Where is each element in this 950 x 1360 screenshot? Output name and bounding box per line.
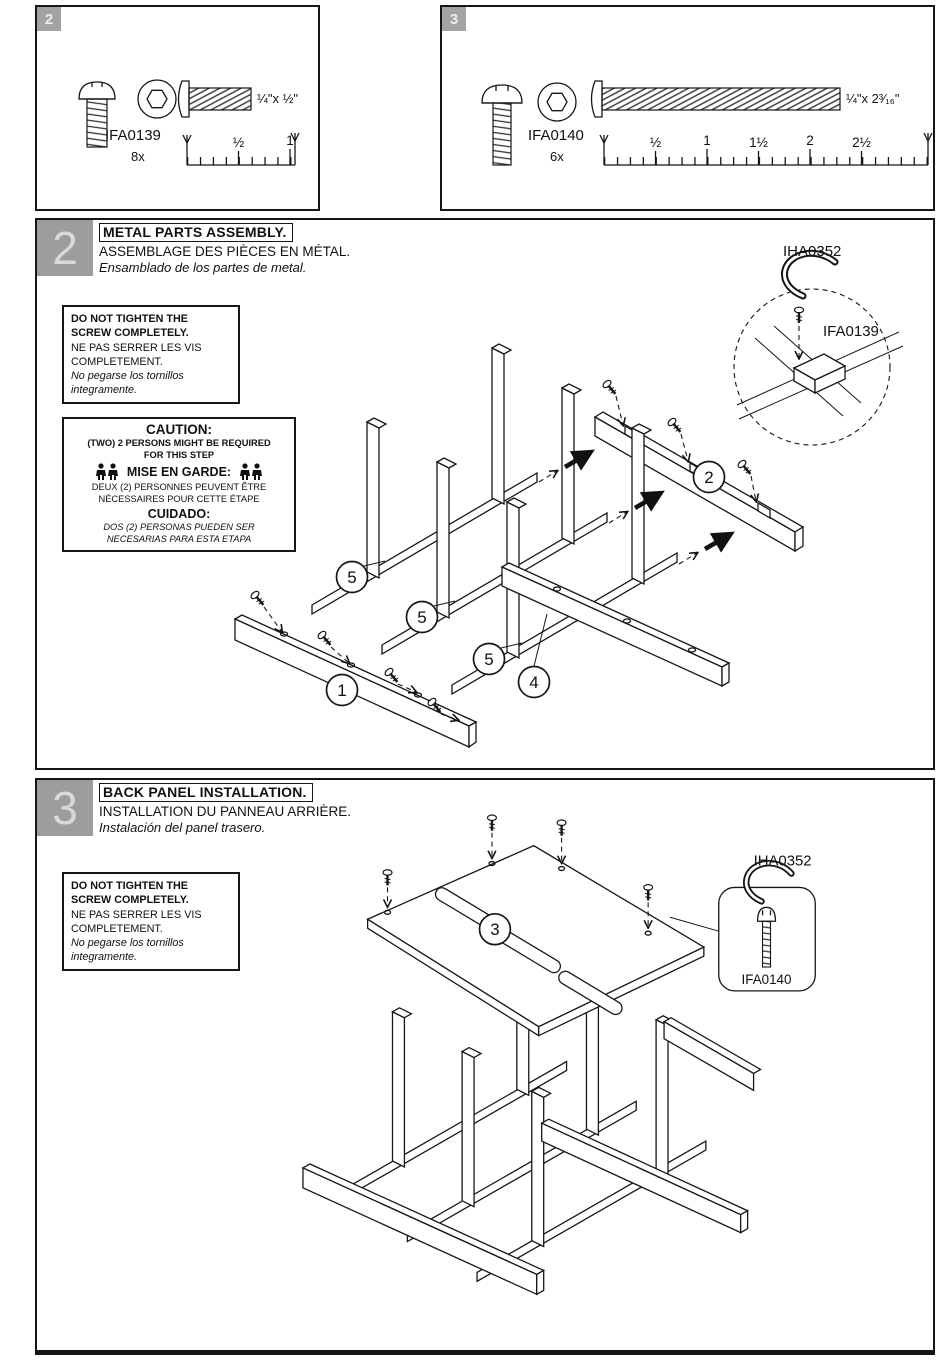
ruler-tick-label: 2½ (852, 135, 871, 150)
quantity: 8x (131, 149, 145, 164)
ruler (600, 133, 932, 165)
caution-line: DOS (2) PERSONAS PUEDEN SER (103, 522, 255, 533)
quantity: 6x (550, 149, 564, 164)
part-number: IFA0140 (528, 127, 584, 144)
hardware-box-ifa0140-drawing (442, 7, 933, 209)
step2-titles (99, 223, 350, 275)
warning-line: No pegarse los tornillos (71, 370, 184, 382)
caution-title-es: CUIDADO: (147, 507, 211, 522)
warning-line: NE PAS SERRER LES VIS (71, 908, 202, 921)
hardware-box-number: 2 (37, 7, 61, 31)
caution-line: DEUX (2) PERSONNES PEUVENT ÊTRE (91, 482, 267, 493)
callout-3 (480, 914, 511, 945)
ruler-tick-label: 1½ (749, 135, 768, 150)
ruler (183, 133, 299, 165)
warning-line: COMPLETEMENT. (71, 355, 163, 368)
svg-text:4: 4 (529, 673, 539, 692)
screw-head-top-icon (138, 80, 176, 118)
caution-line: (TWO) 2 PERSONS MIGHT BE REQUIRED (87, 438, 271, 448)
hardware-box-ifa0139 (35, 5, 320, 211)
svg-text:5: 5 (417, 608, 427, 627)
warning-line: SCREW COMPLETELY. (71, 894, 189, 907)
step3-diagram (37, 780, 933, 1350)
screw-head-top-icon (538, 83, 576, 121)
two-persons-icon (94, 463, 120, 480)
step2-panel (35, 218, 935, 770)
caution-title-fr: MISE EN GARDE: (126, 464, 232, 479)
hardware-box-ifa0139-drawing (37, 7, 318, 209)
screw-icon (250, 590, 267, 608)
screw-icon (487, 815, 496, 831)
tool-label: IHA0352 (753, 852, 812, 870)
do-not-tighten-warning (62, 872, 240, 971)
ruler-tick-label: ½ (232, 135, 245, 150)
callout-5c (474, 644, 505, 675)
step2-number: 2 (37, 220, 93, 276)
callout-2 (694, 462, 725, 493)
ruler-tick-label: 1 (286, 133, 294, 148)
step2-title-fr: ASSEMBLAGE DES PIÈCES EN MÉTAL. (99, 244, 351, 259)
two-person-caution (62, 417, 296, 552)
svg-text:3: 3 (490, 920, 500, 940)
step3-title-es: Instalación del panel trasero. (99, 820, 266, 835)
warning-line: DO NOT TIGHTEN THE (71, 313, 188, 325)
callout-5a (337, 562, 368, 593)
detail-zoom-circle (734, 289, 903, 445)
caution-line: NECESARIAS PARA ESTA ETAPA (106, 534, 252, 545)
warning-line: No pegarse los tornillos (71, 937, 184, 949)
ruler-tick-label: ½ (649, 135, 662, 150)
warning-line: NE PAS SERRER LES VIS (71, 341, 202, 354)
bottom-rails (303, 1119, 748, 1294)
callout-1 (327, 675, 358, 706)
screw-size-label: ¼"x ½" (257, 91, 299, 106)
svg-text:1: 1 (337, 681, 347, 700)
step2-title-es: Ensamblado de los partes de metal. (99, 260, 307, 275)
screw-icon (602, 379, 619, 397)
ruler-tick-label: 1 (703, 133, 711, 148)
screw-icon (795, 307, 804, 323)
svg-text:2: 2 (704, 468, 714, 487)
screw-icon (383, 870, 392, 886)
screw-profile-icon (592, 81, 841, 117)
screw-size-label: ¼"x 2³⁄₁₆" (846, 91, 900, 106)
svg-text:5: 5 (347, 568, 357, 587)
part-number: IFA0139 (105, 127, 161, 144)
svg-text:5: 5 (484, 650, 494, 669)
callout-5b (407, 602, 438, 633)
step3-title-fr: INSTALLATION DU PANNEAU ARRIÈRE. (99, 804, 352, 819)
step3-panel (35, 778, 935, 1355)
caution-title-en: CAUTION: (146, 422, 212, 437)
callout-4 (519, 667, 550, 698)
hardware-box-ifa0140 (440, 5, 935, 211)
screw-icon (644, 885, 653, 901)
two-persons-icon (238, 463, 264, 480)
hardware-box-number: 3 (442, 7, 466, 31)
top-rail (664, 1018, 760, 1091)
screw-icon (737, 459, 754, 477)
tool-label: IHA0352 (783, 243, 842, 260)
step3-number: 3 (37, 780, 93, 836)
do-not-tighten-warning (62, 305, 240, 404)
ruler-tick-label: 2 (806, 133, 814, 148)
warning-line: DO NOT TIGHTEN THE (71, 880, 188, 892)
caution-line: FOR THIS STEP (143, 450, 215, 461)
step3-title-en: BACK PANEL INSTALLATION. (99, 783, 313, 802)
step3-titles (99, 783, 351, 835)
screw-icon (557, 820, 566, 836)
hardware-callout-bubble (719, 863, 815, 991)
screw-icon (667, 417, 684, 435)
screw-icon (317, 630, 334, 648)
warning-line: integramente. (71, 951, 138, 964)
screw-side-icon (482, 85, 522, 165)
back-panel-board (368, 846, 704, 1036)
screw-part-label: IFA0139 (823, 323, 879, 340)
caution-line: NÉCESSAIRES POUR CETTE ÉTAPE (98, 494, 260, 505)
warning-line: COMPLETEMENT. (71, 922, 163, 935)
warning-line: SCREW COMPLETELY. (71, 327, 189, 340)
step2-title-en: METAL PARTS ASSEMBLY. (99, 223, 293, 242)
screw-profile-icon (179, 81, 252, 117)
caution-title-fr-row (68, 463, 290, 480)
screw-part-label: IFA0140 (741, 971, 792, 987)
warning-line: integramente. (71, 384, 138, 397)
